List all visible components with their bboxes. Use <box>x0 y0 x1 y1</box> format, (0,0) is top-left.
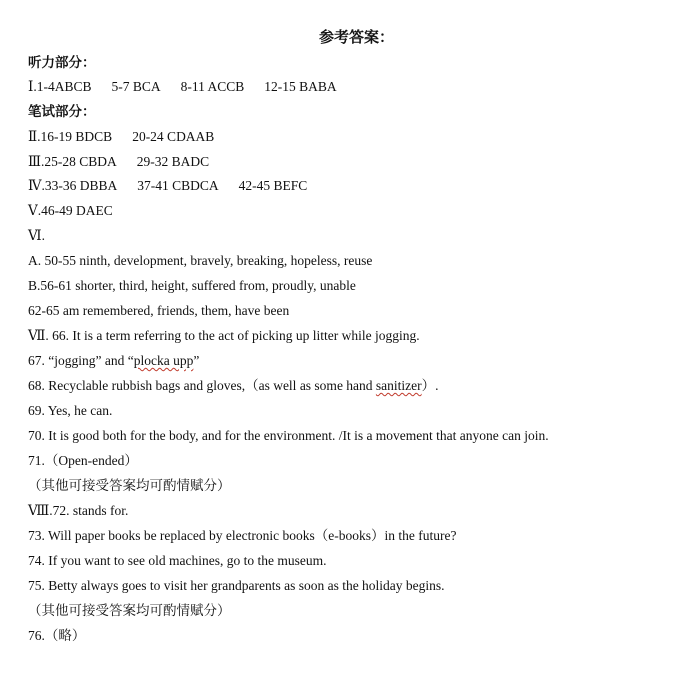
page-title: 参考答案： <box>318 28 394 46</box>
answer-75: 75. Betty always goes to visit her grandparents as soon as the holiday begins. <box>28 578 445 593</box>
answer-74: 74. If you want to see old machines, go to the museum. <box>28 553 327 568</box>
answer-73: 73. Will paper books be replaced by electronic books（e-books）in the future? <box>28 528 457 543</box>
answer-72: Ⅷ.72. stands for. <box>28 503 129 518</box>
scoring-note: （其他可接受答案均可酌情赋分） <box>28 478 231 493</box>
spellcheck-underlined-text: sanitizer <box>375 378 422 393</box>
answers-line-v: Ⅴ.46-49 DAEC <box>28 203 113 218</box>
answers-line-iv <box>28 178 307 194</box>
answers-line-iii <box>28 154 209 170</box>
section-vi-label: Ⅵ. <box>28 228 45 243</box>
answer-group: 29-32 BADC <box>136 154 210 169</box>
answer-group: 37-41 CBDCA <box>137 178 219 193</box>
answer-group: 42-45 BEFC <box>238 178 308 193</box>
answers-line-ii <box>28 129 214 145</box>
answer-70: 70. It is good both for the body, and for the environment. /It is a movement that anyone can join. <box>28 428 549 443</box>
answer-group: 12-15 BABA <box>264 79 337 94</box>
answer-text: ” <box>193 353 200 368</box>
answers-line-vi-c: 62-65 am remembered, friends, them, have been <box>28 303 290 318</box>
answer-group: 20-24 CDAAB <box>132 129 215 144</box>
answer-69: 69. Yes, he can. <box>28 403 113 418</box>
listening-header: 听力部分： <box>28 55 96 71</box>
answer-68 <box>28 378 439 394</box>
answer-group: Ⅰ.1-4ABCB <box>28 79 92 94</box>
answer-group: Ⅱ.16-19 BDCB <box>28 129 113 144</box>
answers-line-i <box>28 79 337 95</box>
writing-header: 笔试部分： <box>28 104 96 120</box>
scoring-note: （其他可接受答案均可酌情赋分） <box>28 603 231 618</box>
answer-71: 71.（Open-ended） <box>28 453 138 468</box>
answer-text: 68. Recyclable rubbish bags and gloves,（as well as some hand <box>28 378 376 393</box>
answer-group: 8-11 ACCB <box>180 79 245 94</box>
answer-66: Ⅶ. 66. It is a term referring to the act of picking up litter while jogging. <box>28 328 420 343</box>
answer-group: Ⅲ.25-28 CBDA <box>28 154 117 169</box>
answer-67 <box>28 353 199 369</box>
answer-text: 67. “jogging” and “ <box>28 353 134 368</box>
answers-line-vi-a: A. 50-55 ninth, development, bravely, breaking, hopeless, reuse <box>28 253 373 268</box>
spellcheck-underlined-text: plocka upp <box>133 353 194 368</box>
answer-group: Ⅳ.33-36 DBBA <box>28 178 118 193</box>
answer-text: ）. <box>421 378 439 393</box>
answers-line-vi-b: B.56-61 shorter, third, height, suffered from, proudly, unable <box>28 278 356 293</box>
answer-group: 5-7 BCA <box>111 79 161 94</box>
answer-76: 76.（略） <box>28 628 86 643</box>
